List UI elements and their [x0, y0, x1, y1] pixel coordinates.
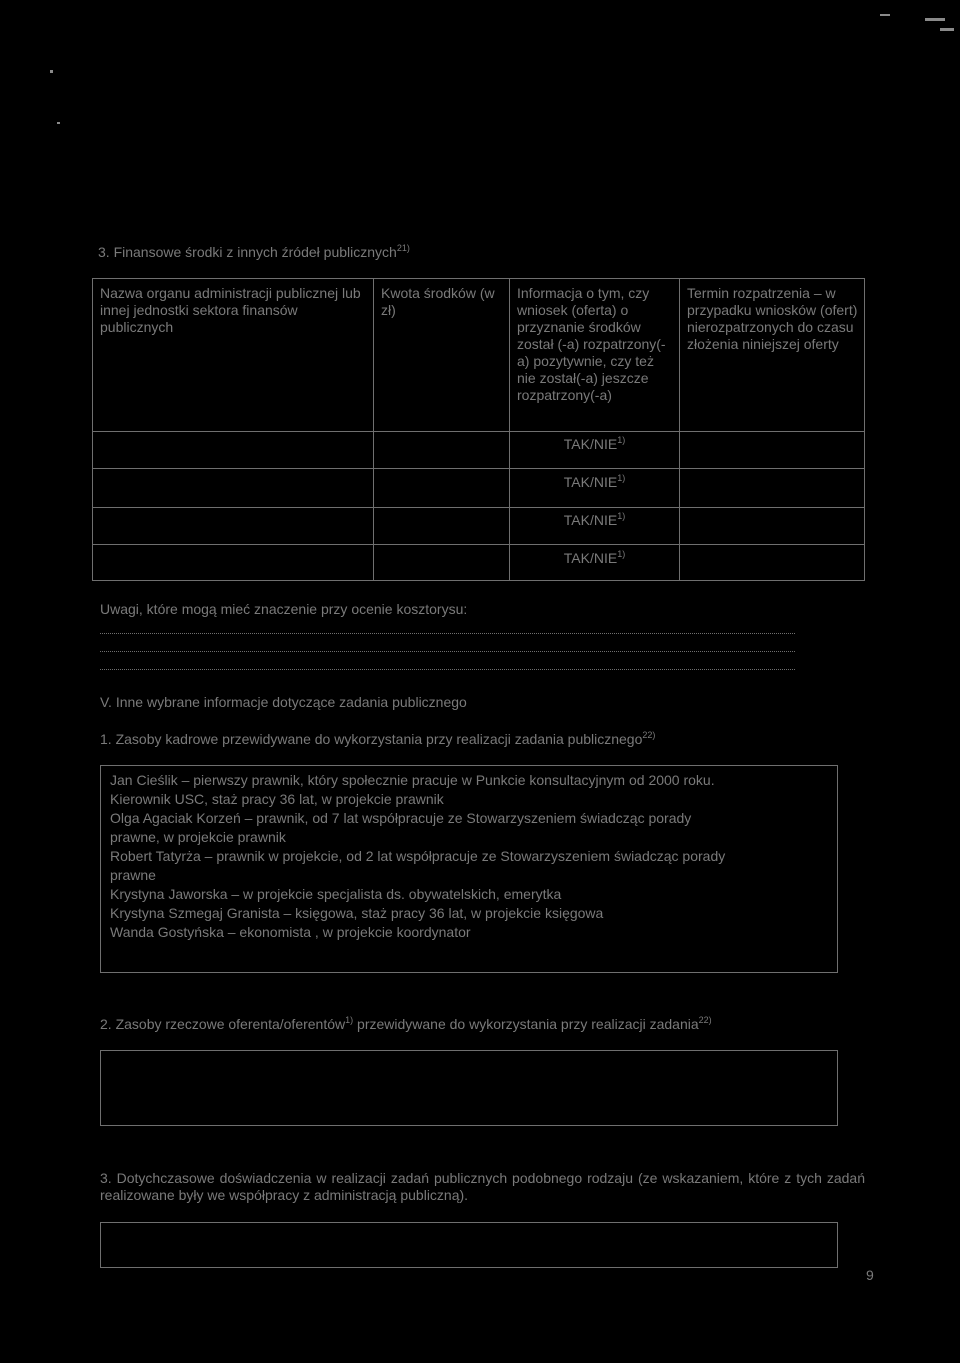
resource-line: Kierownik USC, staż pracy 36 lat, w projekcie prawnik — [110, 791, 444, 807]
row-status-2: TAK/NIE$^{1)}$ — [563, 473, 626, 490]
resource-line: Robert Tatyrża – prawnik w projekcie, od 2 lat współpracuje ze Stowarzyszeniem świadcząc porady — [110, 848, 726, 864]
section3-title — [98, 244, 410, 261]
scan-speck — [57, 122, 60, 124]
staff-resources-box — [100, 765, 838, 973]
scan-speck — [50, 70, 53, 73]
scan-speck — [940, 28, 954, 31]
resource-line: Krystyna Jaworska – w projekcie specjalista ds. obywatelskich, emerytka — [110, 886, 562, 902]
resource-line: prawne — [110, 867, 156, 883]
item2-title: 2. Zasoby rzeczowe oferenta/oferentów$^{1)}$ przewidywane do wykorzystania przy realizacji zadania$^{22)}$ — [100, 1015, 712, 1032]
remarks-label: Uwagi, które mogą mieć znaczenie przy ocenie kosztorysu: — [100, 601, 468, 617]
funding-table — [92, 278, 865, 581]
resource-line: Wanda Gostyńska – ekonomista , w projekcie koordynator — [110, 924, 471, 940]
resource-line: Krystyna Szmegaj Granista – księgowa, staż pracy 36 lat, w projekcie księgowa — [110, 905, 604, 921]
resource-line: prawne, w projekcie prawnik — [110, 829, 286, 845]
scan-speck — [925, 18, 945, 21]
resource-line: Olga Agaciak Korzeń – prawnik, od 7 lat współpracuje ze Stowarzyszeniem świadcząc porady — [110, 810, 692, 826]
header-decision-date: Termin rozpatrzenia – w przypadku wniosków (ofert) nierozpatrzonych do czasu złożenia niniejszej oferty — [687, 285, 858, 352]
footnote-ref: 21) — [396, 243, 410, 253]
header-application-status: Informacja o tym, czy wniosek (oferta) o przyznanie środków został (-a) rozpatrzony(-a) pozytywnie, czy też nie został(-a) jeszcze rozpatrzony(-a) — [517, 285, 666, 403]
row-status-1: TAK/NIE$^{1)}$ — [563, 435, 626, 452]
experience-box — [100, 1222, 838, 1268]
remarks-dotted-line — [100, 633, 795, 634]
section3-title-text: 3. Finansowe środki z innych źródeł publicznych — [98, 244, 397, 260]
row-status-4: TAK/NIE$^{1)}$ — [563, 549, 626, 566]
material-resources-box — [100, 1050, 838, 1126]
item3-title: 3. Dotychczasowe doświadczenia w realizacji zadań publicznych podobnego rodzaju (ze wskazaniem, które z tych zadań realizowane były we współpracy z administracją publiczną). — [100, 1170, 865, 1203]
header-amount: Kwota środków (w zł) — [381, 285, 495, 318]
staff-resources-text — [110, 771, 830, 942]
item1-title: 1. Zasoby kadrowe przewidywane do wykorzystania przy realizacji zadania publicznego$^{22)}$ — [100, 730, 656, 747]
resource-line: Jan Cieślik – pierwszy prawnik, który społecznie pracuje w Punkcie konsultacyjnym od 2000 roku. — [110, 772, 715, 788]
section-v-title: V. Inne wybrane informacje dotyczące zadania publicznego — [100, 694, 467, 710]
row-status-3: TAK/NIE$^{1)}$ — [563, 511, 626, 528]
page-number: 9 — [866, 1267, 874, 1283]
header-organ-name: Nazwa organu administracji publicznej lub innej jednostki sektora finansów publicznych — [100, 285, 361, 335]
remarks-dotted-line — [100, 651, 795, 652]
remarks-dotted-line — [100, 669, 795, 670]
scan-speck — [880, 14, 890, 16]
